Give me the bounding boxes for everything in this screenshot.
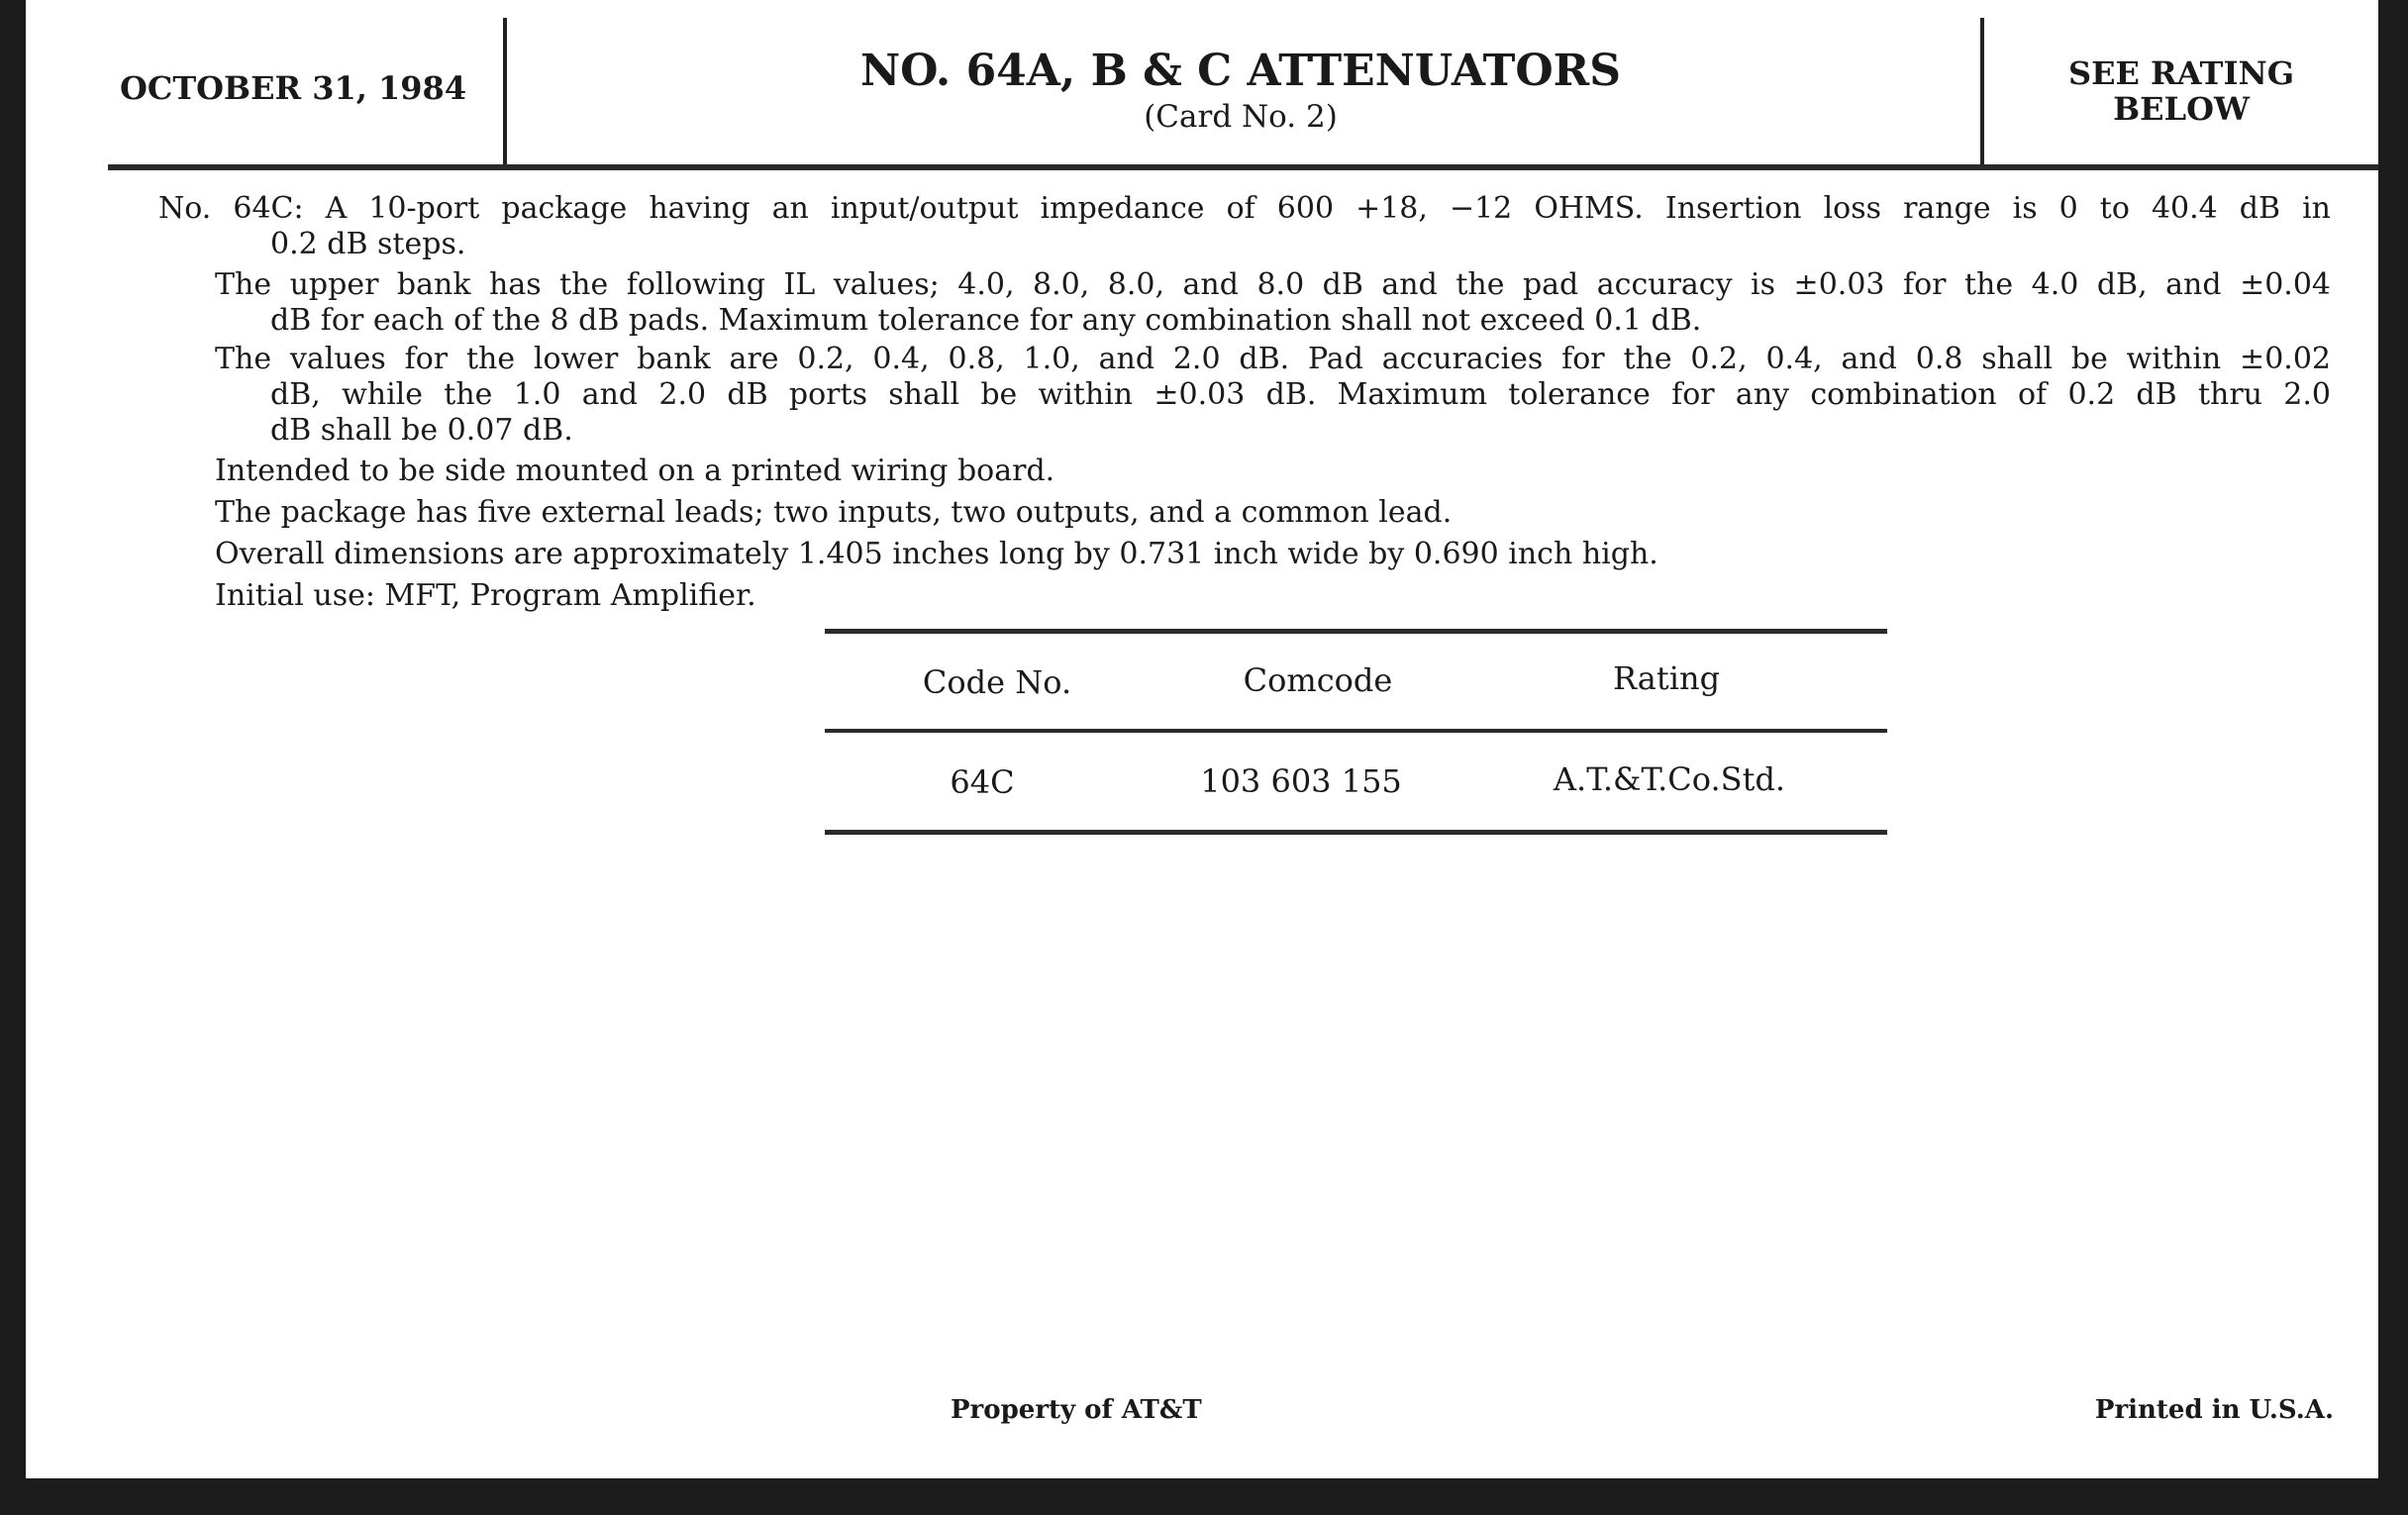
header-divider-right bbox=[1980, 18, 1984, 166]
header-comcode: Comcode bbox=[1243, 661, 1393, 699]
header-divider-left bbox=[503, 18, 507, 166]
rating-note-line1: SEE RATING bbox=[2067, 54, 2295, 92]
para-dimensions: Overall dimensions are approximately 1.405 inches long by 0.731 inch wide by 0.690 inch high. bbox=[215, 537, 1658, 571]
card-title: NO. 64A, B & C ATTENUATORS bbox=[859, 46, 1622, 96]
rating-note-line2: BELOW bbox=[2113, 90, 2250, 128]
table-bottom-rule bbox=[825, 830, 1887, 835]
table-top-rule bbox=[825, 629, 1887, 634]
footer-printed: Printed in U.S.A. bbox=[2094, 1395, 2334, 1425]
para-initial-use: Initial use: MFT, Program Amplifier. bbox=[215, 578, 756, 613]
para-upper-bank-line2: dB for each of the 8 dB pads. Maximum tolerance for any combination shall not exceed 0.1 dB. bbox=[270, 303, 1702, 338]
card-date: OCTOBER 31, 1984 bbox=[120, 69, 467, 107]
table-header-rule bbox=[825, 729, 1887, 733]
header-rating: Rating bbox=[1612, 659, 1721, 697]
scan-edge-bottom bbox=[0, 1478, 2408, 1515]
scan-edge-right bbox=[2378, 0, 2408, 1515]
para-leads: The package has five external leads; two inputs, two outputs, and a common lead. bbox=[215, 495, 1453, 530]
para-64c-line1: No. 64C: A 10-port package having an input/output impedance of 600 +18, −12 OHMS. Insertion loss range is 0 to 40.4 dB in bbox=[158, 191, 2331, 226]
para-lower-bank-line3: dB shall be 0.07 dB. bbox=[270, 413, 573, 448]
cell-comcode: 103 603 155 bbox=[1200, 762, 1402, 800]
header-code-no: Code No. bbox=[922, 663, 1072, 701]
card-subtitle: (Card No. 2) bbox=[1144, 99, 1338, 135]
footer-property: Property of AT&T bbox=[951, 1395, 1202, 1425]
para-upper-bank-line1: The upper bank has the following IL values; 4.0, 8.0, 8.0, and 8.0 dB and the pad accuracy is ±0.03 for the 4.0 dB, and ±0.04 bbox=[215, 267, 2331, 302]
scan-edge-left bbox=[0, 0, 26, 1515]
para-lower-bank-line1: The values for the lower bank are 0.2, 0.4, 0.8, 1.0, and 2.0 dB. Pad accuracies for the 0.2, 0.4, and 0.8 shall be within ±0.02 bbox=[215, 342, 2331, 376]
para-mounting: Intended to be side mounted on a printed wiring board. bbox=[215, 454, 1055, 488]
cell-rating: A.T.&T.Co.Std. bbox=[1553, 760, 1786, 798]
header-rule bbox=[108, 164, 2378, 170]
para-64c-line2: 0.2 dB steps. bbox=[270, 227, 466, 261]
cell-code-no: 64C bbox=[950, 763, 1015, 801]
para-lower-bank-line2: dB, while the 1.0 and 2.0 dB ports shall be within ±0.03 dB. Maximum tolerance for any combination of 0.2 dB thru 2.0 bbox=[270, 377, 2331, 412]
